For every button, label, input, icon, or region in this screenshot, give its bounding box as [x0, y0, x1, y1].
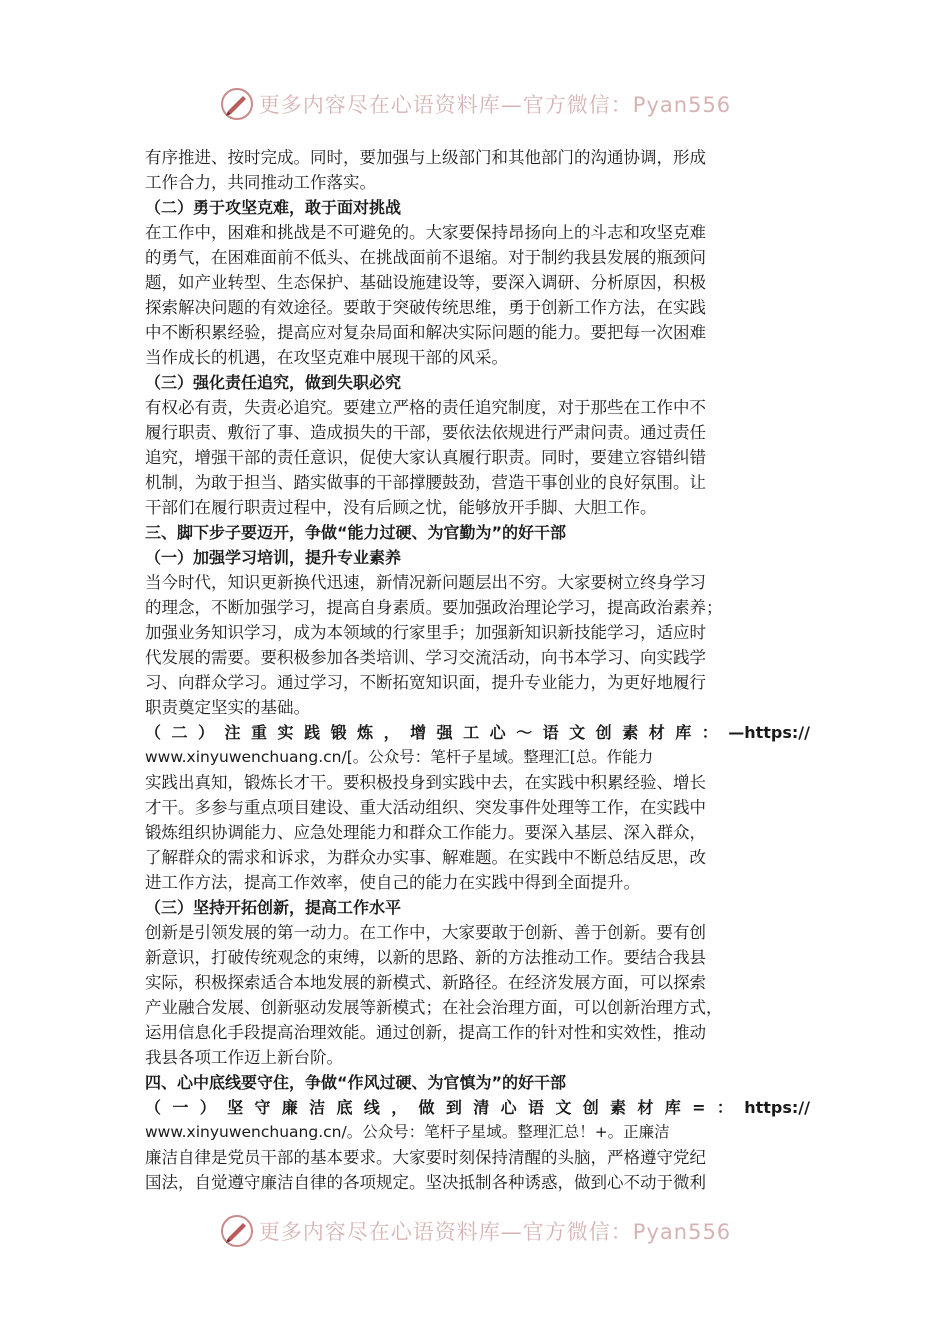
pen-logo-icon [219, 1213, 255, 1249]
section-heading: （一）加强学习培训，提升专业素养 [145, 548, 402, 567]
banner-text: 更多内容尽在心语资料库—官方微信：Pyan556 [258, 93, 732, 117]
body-line: 在工作中，困难和挑战是不可避免的。大家要保持昂扬向上的斗志和攻坚克难 [145, 223, 706, 242]
section-heading: 三、脚下步子要迈开，争做“能力过硬、为官勤为”的好干部 [145, 523, 567, 542]
body-line: 创新是引领发展的第一动力。在工作中，大家要敢于创新、善于创新。要有创 [145, 923, 706, 942]
body-line: 中不断积累经验，提高应对复杂局面和解决实际问题的能力。要把每一次困难 [145, 323, 706, 342]
body-line: 锻炼组织协调能力、应急处理能力和群众工作能力。要深入基层、深入群众， [145, 823, 706, 842]
body-line: 题，如产业转型、生态保护、基础设施建设等，要深入调研、分析原因，积极 [145, 273, 706, 292]
watermark-line: www.xinyuwenchuang.cn/[。公众号：笔杆子星域。整理汇[总。作能力 [145, 748, 654, 766]
body-line: 加强业务知识学习，成为本领域的行家里手；加强新知识新技能学习，适应时 [145, 623, 706, 642]
section-heading: 四、心中底线要守住，争做“作风过硬、为官慎为”的好干部 [145, 1073, 567, 1092]
section-heading: （三）坚持开拓创新，提高工作水平 [145, 898, 402, 917]
body-line: 产业融合发展、创新驱动发展等新模式；在社会治理方面，可以创新治理方式， [145, 998, 723, 1017]
body-line: 新意识，打破传统观念的束缚，以新的思路、新的方法推动工作。要结合我县 [145, 948, 706, 967]
body-line: 运用信息化手段提高治理效能。通过创新，提高工作的针对性和实效性，推动 [145, 1023, 706, 1042]
body-line: 实践出真知，锻炼长才干。要积极投身到实践中去，在实践中积累经验、增长 [145, 773, 706, 792]
body-line: 进工作方法，提高工作效率，使自己的能力在实践中得到全面提升。 [145, 873, 640, 892]
section-heading: （三）强化责任追究，做到失职必究 [145, 373, 402, 392]
section-heading: （二）注重实践锻炼，增强工心～语文创素材库：—https:// [145, 723, 810, 742]
body-line: 才干。多参与重点项目建设、重大活动组织、突发事件处理等工作，在实践中 [145, 798, 706, 817]
body-line: 机制，为敢于担当、踏实做事的干部撑腰鼓劲，营造干事创业的良好氛围。让 [145, 473, 706, 492]
body-line: 工作合力，共同推动工作落实。 [145, 173, 376, 192]
section-heading: （二）勇于攻坚克难，敢于面对挑战 [145, 198, 402, 217]
body-line: 当作成长的机遇，在攻坚克难中展现干部的风采。 [145, 348, 508, 367]
body-line: 有权必有责，失责必追究。要建立严格的责任追究制度，对于那些在工作中不 [145, 398, 706, 417]
banner-text: 更多内容尽在心语资料库—官方微信：Pyan556 [258, 1220, 732, 1244]
body-line: 当今时代，知识更新换代迅速，新情况新问题层出不穷。大家要树立终身学习 [145, 573, 706, 592]
body-line: 的理念，不断加强学习，提高自身素质。要加强政治理论学习，提高政治素养； [145, 598, 723, 617]
body-line: 探索解决问题的有效途径。要敢于突破传统思维，勇于创新工作方法，在实践 [145, 298, 706, 317]
body-line: 追究，增强干部的责任意识，促使大家认真履行职责。同时，要建立容错纠错 [145, 448, 706, 467]
footer-banner [0, 1211, 950, 1251]
body-line: 的勇气，在困难面前不低头、在挑战面前不退缩。对于制约我县发展的瓶颈问 [145, 248, 706, 267]
pen-logo-icon [219, 86, 255, 122]
body-line: 习、向群众学习。通过学习，不断拓宽知识面，提升专业能力，为更好地履行 [145, 673, 706, 692]
body-line: 实际，积极探索适合本地发展的新模式、新路径。在经济发展方面，可以探索 [145, 973, 706, 992]
body-line: 我县各项工作迈上新台阶。 [145, 1048, 343, 1067]
body-line: 干部们在履行职责过程中，没有后顾之忧，能够放开手脚、大胆工作。 [145, 498, 657, 517]
section-heading: （一）坚守廉洁底线，做到清心语文创素材库=：https:// [145, 1098, 810, 1117]
body-line: 国法，自觉遵守廉洁自律的各项规定。坚决抵制各种诱惑，做到心不动于微利 [145, 1173, 706, 1192]
body-line: 代发展的需要。要积极参加各类培训、学习交流活动，向书本学习、向实践学 [145, 648, 706, 667]
body-line: 了解群众的需求和诉求，为群众办实事、解难题。在实践中不断总结反思，改 [145, 848, 706, 867]
watermark-line: www.xinyuwenchuang.cn/。公众号：笔杆子星域。整理汇总！+。正廉洁 [145, 1123, 670, 1141]
body-line: 职责奠定坚实的基础。 [145, 698, 310, 717]
body-line: 有序推进、按时完成。同时，要加强与上级部门和其他部门的沟通协调，形成 [145, 148, 706, 167]
header-banner [0, 84, 950, 124]
body-line: 履行职责、敷衍了事、造成损失的干部，要依法依规进行严肃问责。通过责任 [145, 423, 706, 442]
document-body [145, 145, 810, 1195]
body-line: 廉洁自律是党员干部的基本要求。大家要时刻保持清醒的头脑，严格遵守党纪 [145, 1148, 706, 1167]
